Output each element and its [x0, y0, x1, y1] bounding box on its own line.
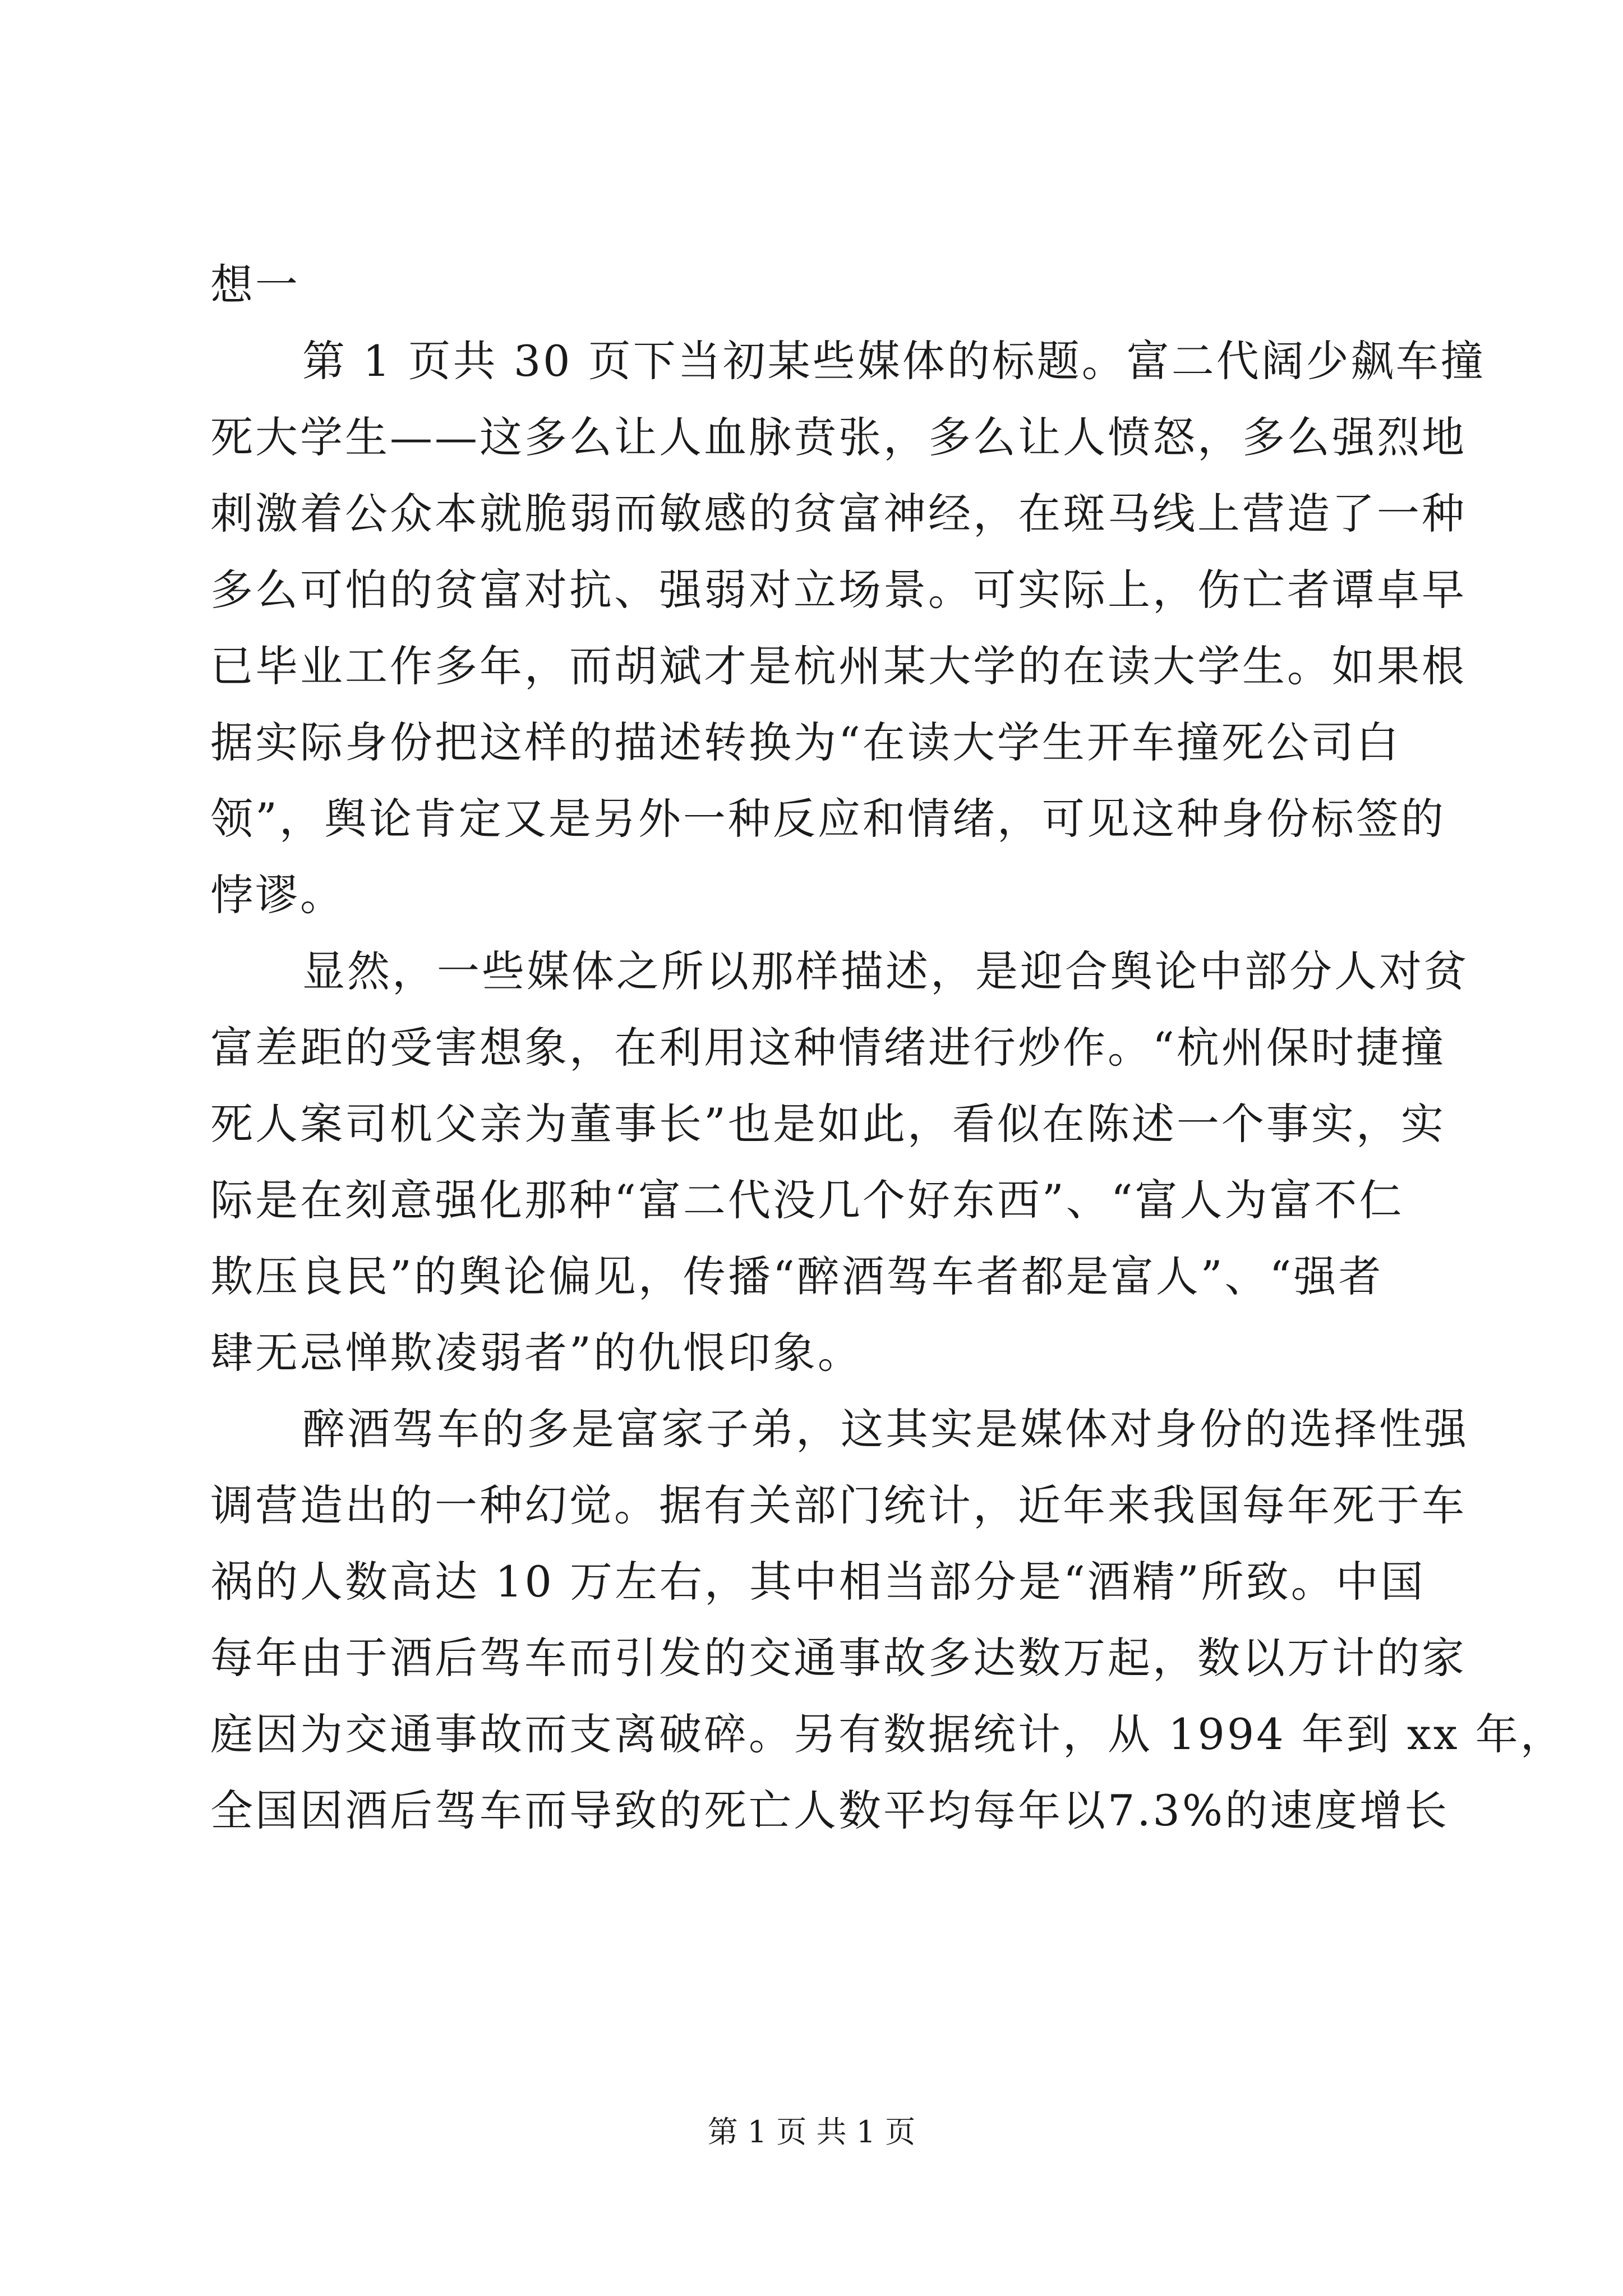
text-line: 死人案司机父亲为董事长”也是如此，看似在陈述一个事实，实: [210, 1099, 1446, 1149]
text-line: 已毕业工作多年，而胡斌才是杭州某大学的在读大学生。如果根: [210, 641, 1467, 691]
text-line: 领”，舆论肯定又是另外一种反应和情绪，可见这种身份标签的: [210, 794, 1446, 844]
page-number-label: 第 1 页 共 1 页: [707, 2114, 916, 2150]
text-line: 悖谬。: [210, 870, 345, 920]
text-line: 死大学生——这多么让人血脉贲张，多么让人愤怒，多么强烈地: [210, 412, 1467, 462]
paragraph-start-line: 醉酒驾车的多是富家子弟，这其实是媒体对身份的选择性强: [302, 1404, 1469, 1454]
page-footer: [0, 2113, 1623, 2152]
paragraph-start-line: 显然，一些媒体之所以那样描述，是迎合舆论中部分人对贫: [302, 946, 1469, 996]
text-line: 富差距的受害想象，在利用这种情绪进行炒作。“杭州保时捷撞: [210, 1023, 1446, 1073]
text-line: 想一: [210, 260, 300, 310]
text-line: 全国因酒后驾车而导致的死亡人数平均每年以7.3%的速度增长: [210, 1786, 1450, 1835]
text-line: 肆无忌惮欺凌弱者”的仇恨印象。: [210, 1328, 863, 1378]
text-line: 刺激着公众本就脆弱而敏感的贫富神经，在斑马线上营造了一种: [210, 489, 1467, 539]
text-line: 庭因为交通事故而支离破碎。另有数据统计，从 1994 年到 xx 年，: [210, 1709, 1565, 1759]
text-line: 每年由于酒后驾车而引发的交通事故多达数万起，数以万计的家: [210, 1633, 1467, 1683]
paragraph-start-line: 第 1 页共 30 页下当初某些媒体的标题。富二代阔少飙车撞: [302, 336, 1486, 386]
text-line: 调营造出的一种幻觉。据有关部门统计，近年来我国每年死于车: [210, 1480, 1467, 1530]
text-line: 欺压良民”的舆论偏见，传播“醉酒驾车者都是富人”、“强者: [210, 1251, 1384, 1301]
text-line: 际是在刻意强化那种“富二代没几个好东西”、“富人为富不仁: [210, 1175, 1404, 1225]
text-line: 多么可怕的贫富对抗、强弱对立场景。可实际上，伤亡者谭卓早: [210, 565, 1467, 615]
text-line: 祸的人数高达 10 万左右，其中相当部分是“酒精”所致。中国: [210, 1557, 1426, 1607]
document-body: [210, 247, 1565, 1849]
text-line: 据实际身份把这样的描述转换为“在读大学生开车撞死公司白: [210, 717, 1401, 767]
